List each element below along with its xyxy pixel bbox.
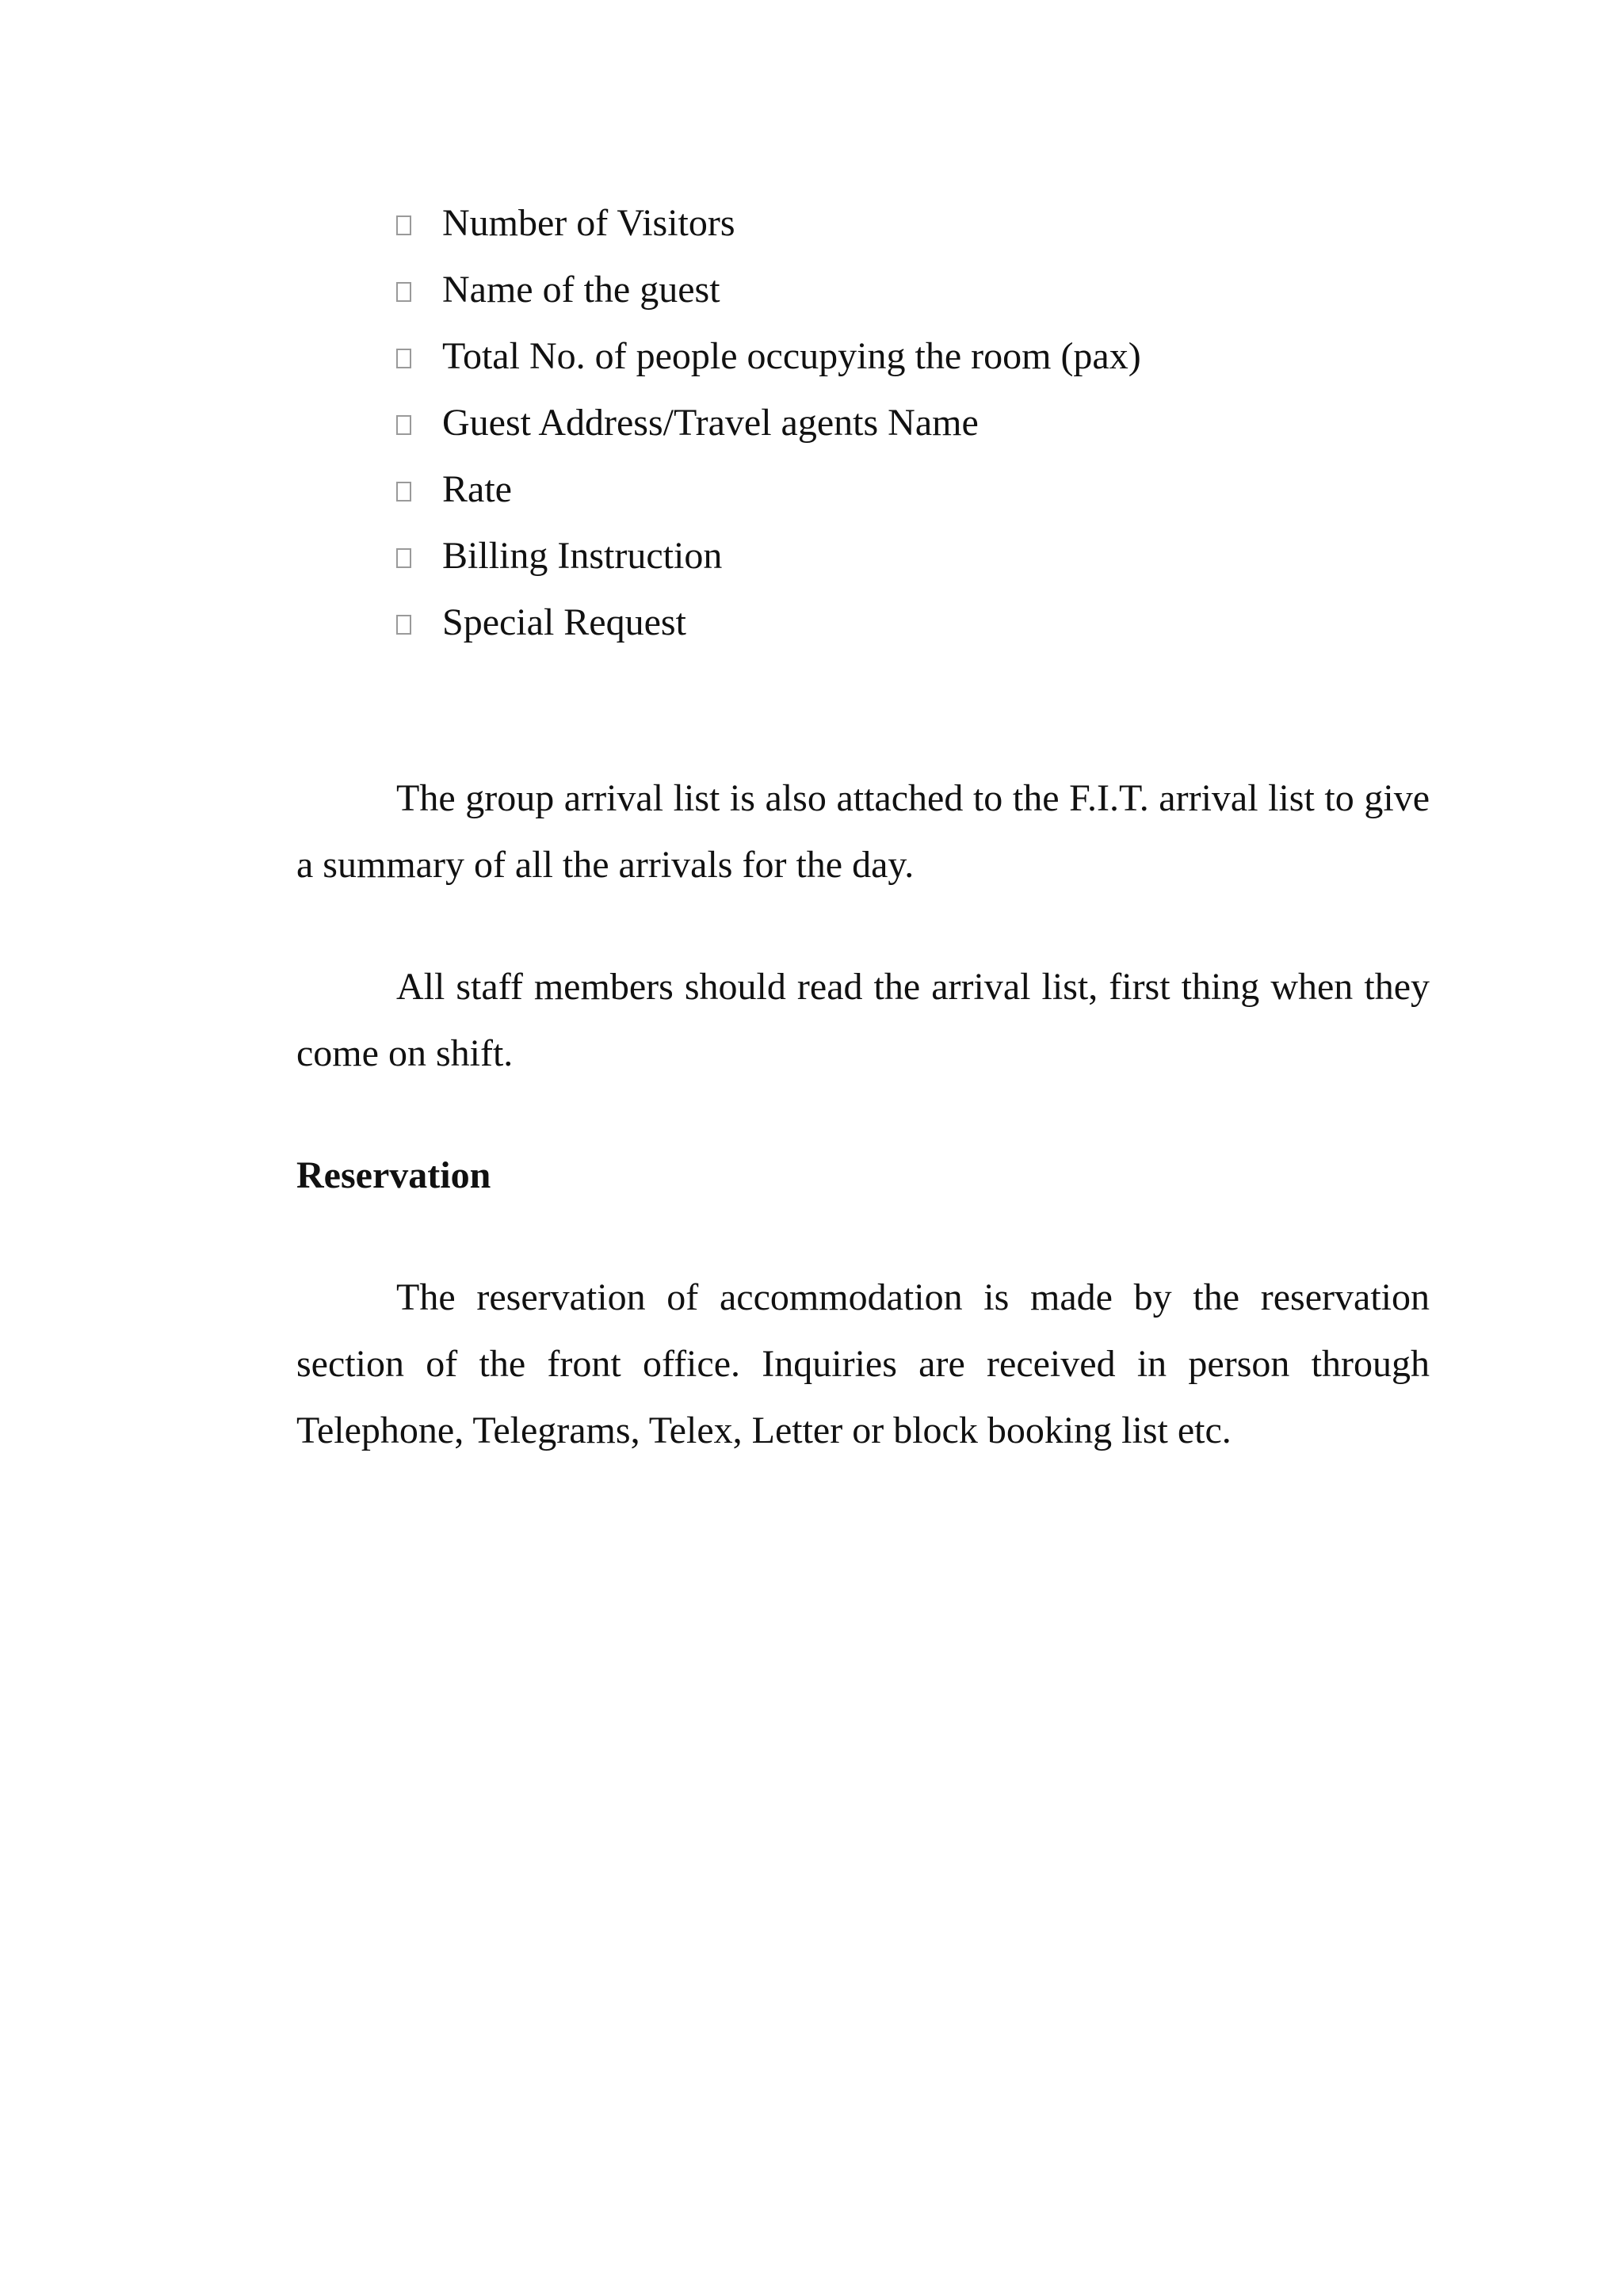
checkbox-square-icon: [396, 482, 411, 502]
list-item-text: Total No. of people occupying the room (pax): [442, 335, 1141, 377]
list-item: [396, 523, 1141, 589]
checkbox-square-icon: [396, 215, 411, 235]
list-item: [396, 190, 1141, 257]
section-heading-reservation: Reservation: [296, 1154, 491, 1196]
list-item: [396, 323, 1141, 390]
list-item: [396, 589, 1141, 656]
checkbox-square-icon: [396, 415, 411, 435]
paragraph-arrival-summary: The group arrival list is also attached to the F.I.T. arrival list to give a summary of all the arrivals for the day.: [296, 777, 1430, 886]
list-item: [396, 456, 1141, 523]
paragraph-reservation: The reservation of accommodation is made by the reservation section of the front office. Inquiries are received in person through Telephone, Telegrams, Telex, Letter or block booking list etc.: [296, 1276, 1430, 1451]
bullet-list: [396, 190, 1141, 656]
list-item-text: Name of the guest: [442, 269, 720, 311]
checkbox-square-icon: [396, 349, 411, 368]
list-item: [396, 390, 1141, 456]
checkbox-square-icon: [396, 615, 411, 635]
list-item-text: Special Request: [442, 601, 686, 643]
list-item: [396, 257, 1141, 323]
paragraph-staff-read: All staff members should read the arrival list, first thing when they come on shift.: [296, 966, 1430, 1074]
checkbox-square-icon: [396, 282, 411, 302]
list-item-text: Rate: [442, 468, 512, 510]
list-item-text: Billing Instruction: [442, 535, 723, 577]
checkbox-square-icon: [396, 548, 411, 568]
list-item-text: Number of Visitors: [442, 202, 735, 244]
list-item-text: Guest Address/Travel agents Name: [442, 402, 979, 444]
